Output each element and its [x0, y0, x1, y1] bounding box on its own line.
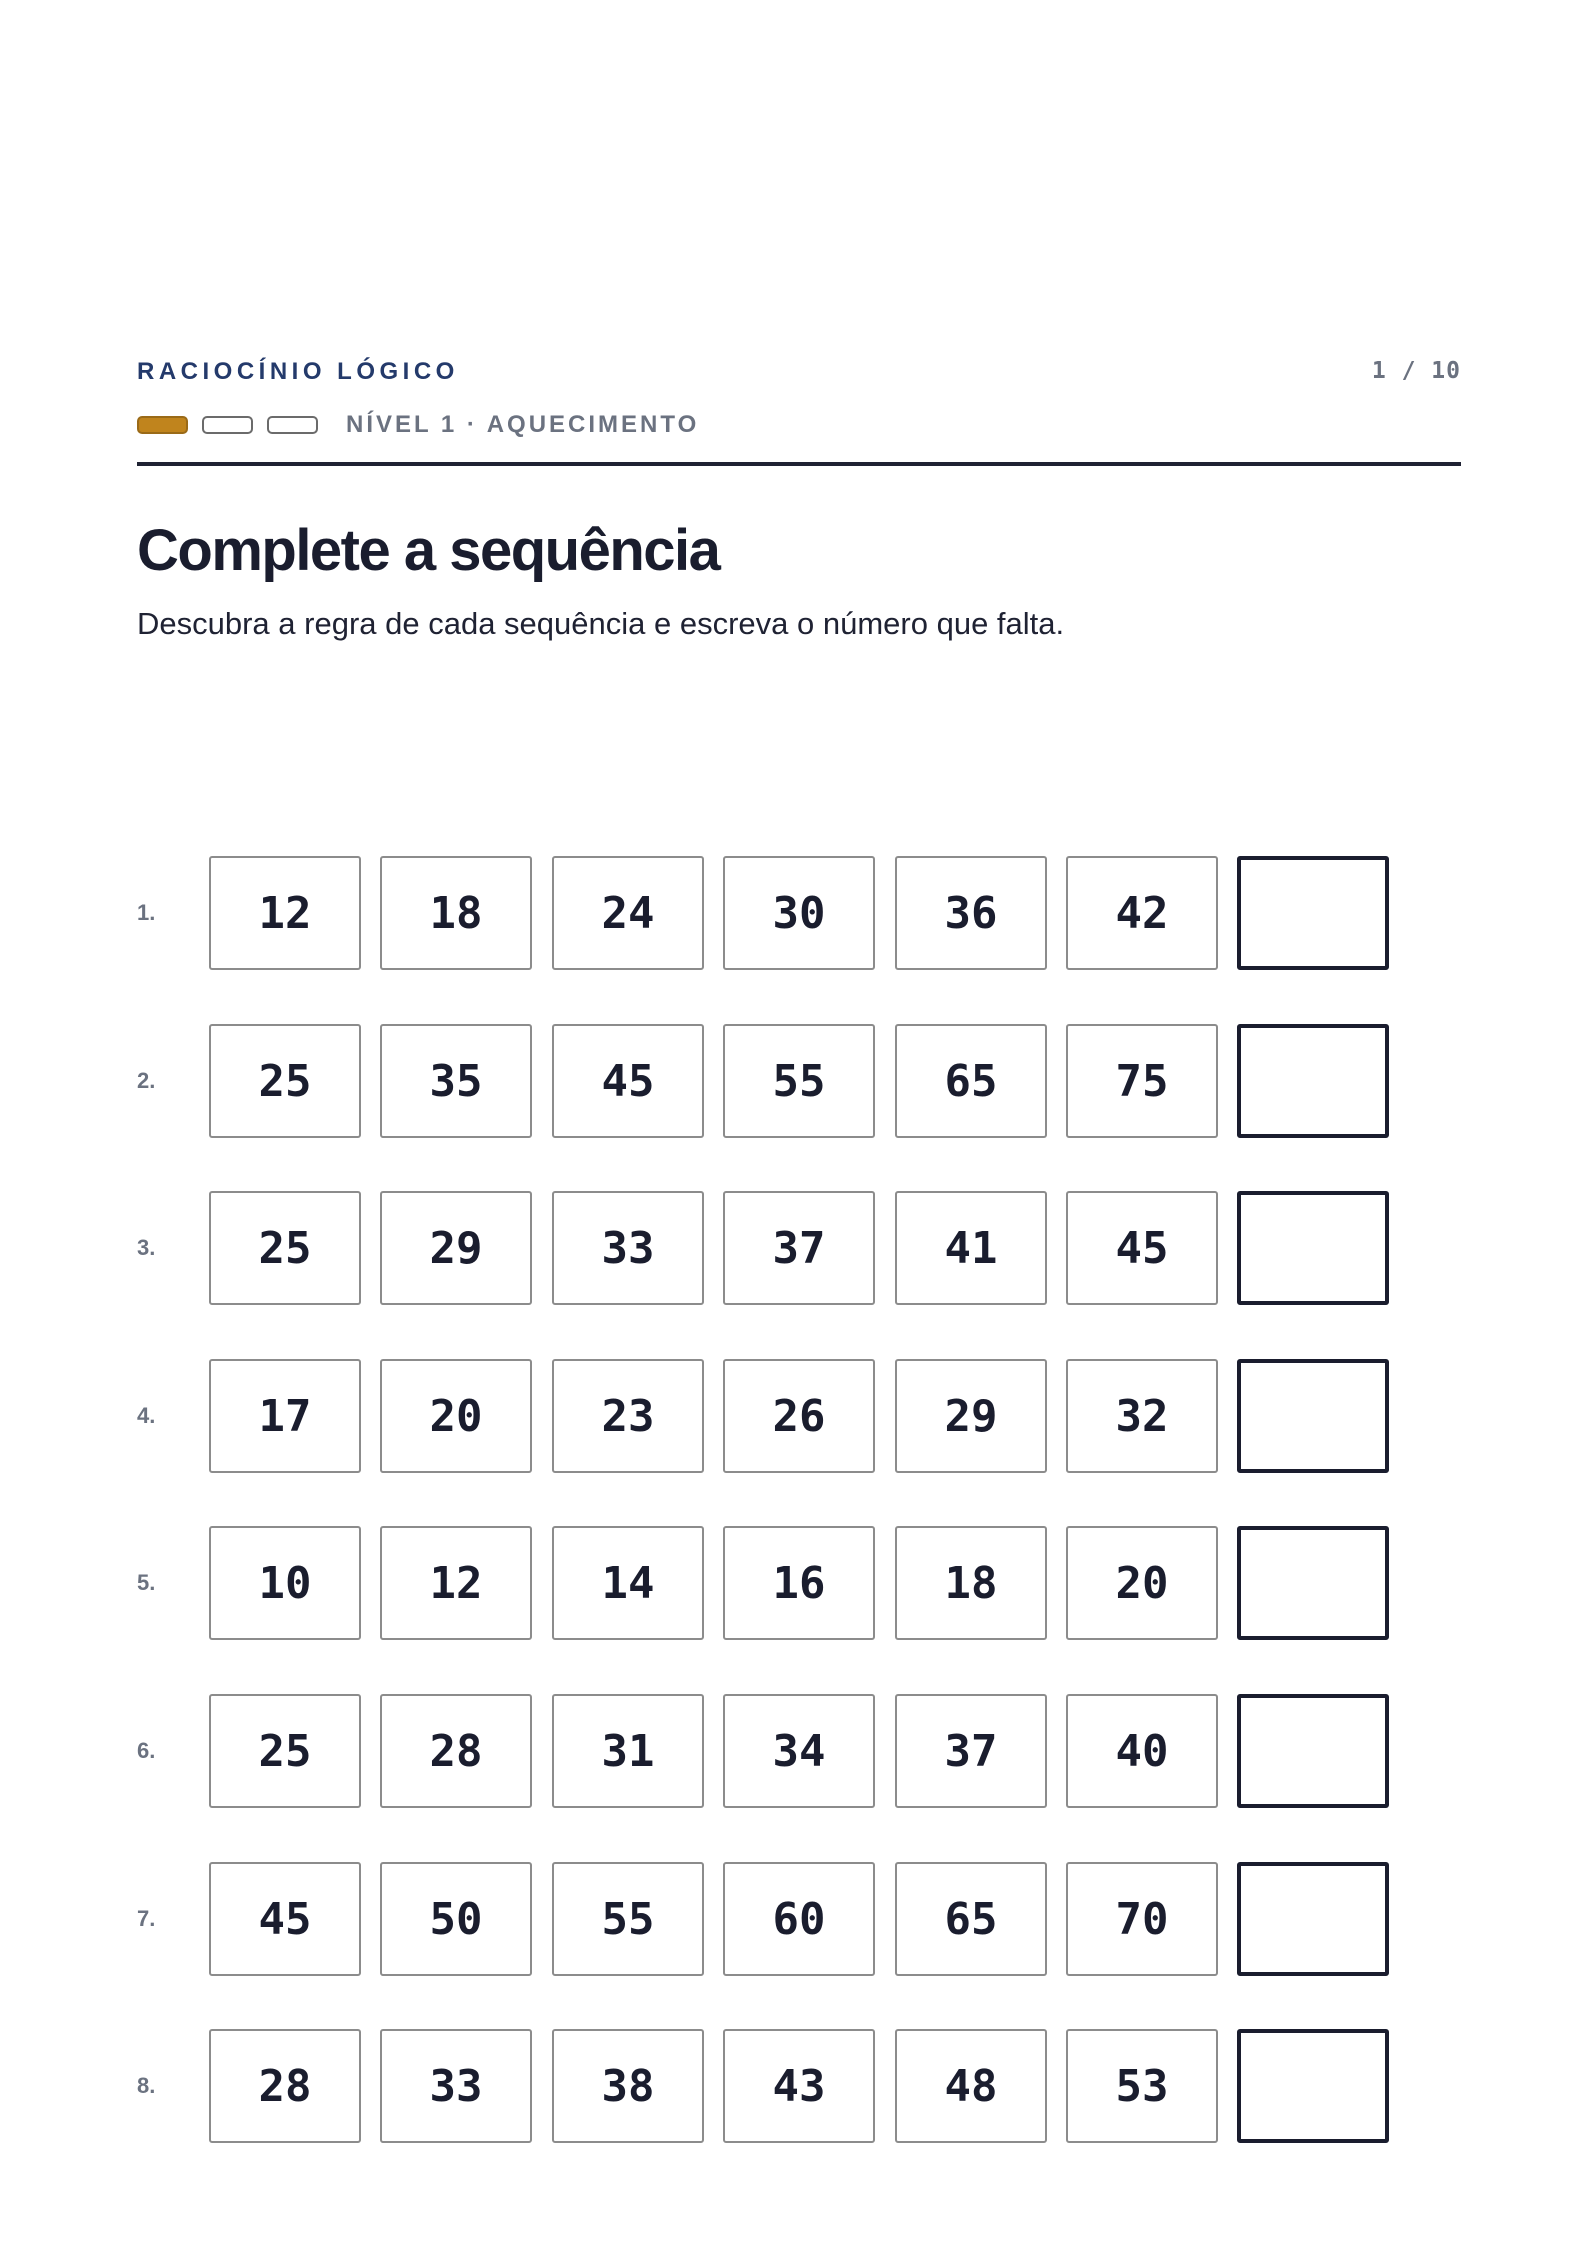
sequence-number-cell: 12	[209, 856, 361, 970]
row-number: 8.	[137, 2073, 156, 2098]
answer-box[interactable]	[1237, 856, 1389, 970]
sequence-number-cell: 25	[209, 1191, 361, 1305]
sequence-row	[137, 2029, 1461, 2143]
level-pill-1	[137, 416, 188, 434]
sequence-number-cell: 33	[380, 2029, 532, 2143]
answer-box[interactable]	[1237, 1526, 1389, 1640]
answer-box[interactable]	[1237, 1024, 1389, 1138]
sequence-number-cell: 48	[895, 2029, 1047, 2143]
sequence-number-cell: 14	[552, 1526, 704, 1640]
sequence-number-cell: 38	[552, 2029, 704, 2143]
answer-box[interactable]	[1237, 1694, 1389, 1808]
sequence-number-cell: 18	[895, 1526, 1047, 1640]
page-counter: 1 / 10	[1371, 358, 1461, 384]
sequence-number-cell: 43	[723, 2029, 875, 2143]
sequence-number-cell: 42	[1066, 856, 1218, 970]
sequence-number-cell: 53	[1066, 2029, 1218, 2143]
sequence-number-cell: 25	[209, 1024, 361, 1138]
answer-box[interactable]	[1237, 1359, 1389, 1473]
level-indicator	[137, 412, 699, 438]
sequence-number-cell: 29	[895, 1359, 1047, 1473]
sequence-row	[137, 1862, 1461, 1976]
row-number: 3.	[137, 1235, 156, 1260]
sequence-number-cell: 18	[380, 856, 532, 970]
level-pill-2	[202, 416, 253, 434]
sequence-number-cell: 45	[209, 1862, 361, 1976]
header-divider	[137, 462, 1461, 466]
sequence-number-cell: 33	[552, 1191, 704, 1305]
row-number: 2.	[137, 1068, 156, 1093]
sequence-number-cell: 41	[895, 1191, 1047, 1305]
sequence-number-cell: 31	[552, 1694, 704, 1808]
sequence-number-cell: 45	[1066, 1191, 1218, 1305]
sequence-number-cell: 37	[895, 1694, 1047, 1808]
level-pill-3	[267, 416, 318, 434]
sequence-number-cell: 55	[552, 1862, 704, 1976]
sequence-number-cell: 45	[552, 1024, 704, 1138]
sequence-number-cell: 60	[723, 1862, 875, 1976]
sequence-number-cell: 40	[1066, 1694, 1218, 1808]
sequence-row	[137, 1359, 1461, 1473]
level-label: NÍVEL 1 · AQUECIMENTO	[346, 411, 700, 438]
answer-box[interactable]	[1237, 1862, 1389, 1976]
sequence-number-cell: 65	[895, 1024, 1047, 1138]
answer-box[interactable]	[1237, 1191, 1389, 1305]
sequence-number-cell: 29	[380, 1191, 532, 1305]
sequence-number-cell: 37	[723, 1191, 875, 1305]
row-number: 5.	[137, 1570, 156, 1595]
row-number: 6.	[137, 1738, 156, 1763]
answer-box[interactable]	[1237, 2029, 1389, 2143]
sequence-number-cell: 26	[723, 1359, 875, 1473]
sequence-row	[137, 856, 1461, 970]
row-number: 7.	[137, 1906, 156, 1931]
sequence-number-cell: 20	[380, 1359, 532, 1473]
sequence-number-cell: 36	[895, 856, 1047, 970]
row-number: 1.	[137, 900, 156, 925]
sequence-number-cell: 10	[209, 1526, 361, 1640]
sequence-number-cell: 28	[380, 1694, 532, 1808]
sequence-number-cell: 24	[552, 856, 704, 970]
sequence-row	[137, 1526, 1461, 1640]
sequence-number-cell: 28	[209, 2029, 361, 2143]
subject-label: RACIOCÍNIO LÓGICO	[137, 358, 459, 385]
sequence-number-cell: 34	[723, 1694, 875, 1808]
worksheet-page	[137, 0, 1461, 2246]
sequence-row	[137, 1694, 1461, 1808]
sequence-number-cell: 75	[1066, 1024, 1218, 1138]
sequence-number-cell: 25	[209, 1694, 361, 1808]
sequence-row	[137, 1024, 1461, 1138]
instructions: Descubra a regra de cada sequência e escreva o número que falta.	[137, 606, 1065, 641]
sequence-number-cell: 20	[1066, 1526, 1218, 1640]
sequence-number-cell: 50	[380, 1862, 532, 1976]
sequence-number-cell: 12	[380, 1526, 532, 1640]
sequence-number-cell: 65	[895, 1862, 1047, 1976]
sequence-number-cell: 32	[1066, 1359, 1218, 1473]
sequence-number-cell: 17	[209, 1359, 361, 1473]
row-number: 4.	[137, 1403, 156, 1428]
sequence-number-cell: 23	[552, 1359, 704, 1473]
sequence-number-cell: 70	[1066, 1862, 1218, 1976]
sequence-number-cell: 55	[723, 1024, 875, 1138]
page-title: Complete a sequência	[137, 518, 720, 583]
sequence-number-cell: 35	[380, 1024, 532, 1138]
sequence-number-cell: 30	[723, 856, 875, 970]
sequence-row	[137, 1191, 1461, 1305]
sequence-number-cell: 16	[723, 1526, 875, 1640]
